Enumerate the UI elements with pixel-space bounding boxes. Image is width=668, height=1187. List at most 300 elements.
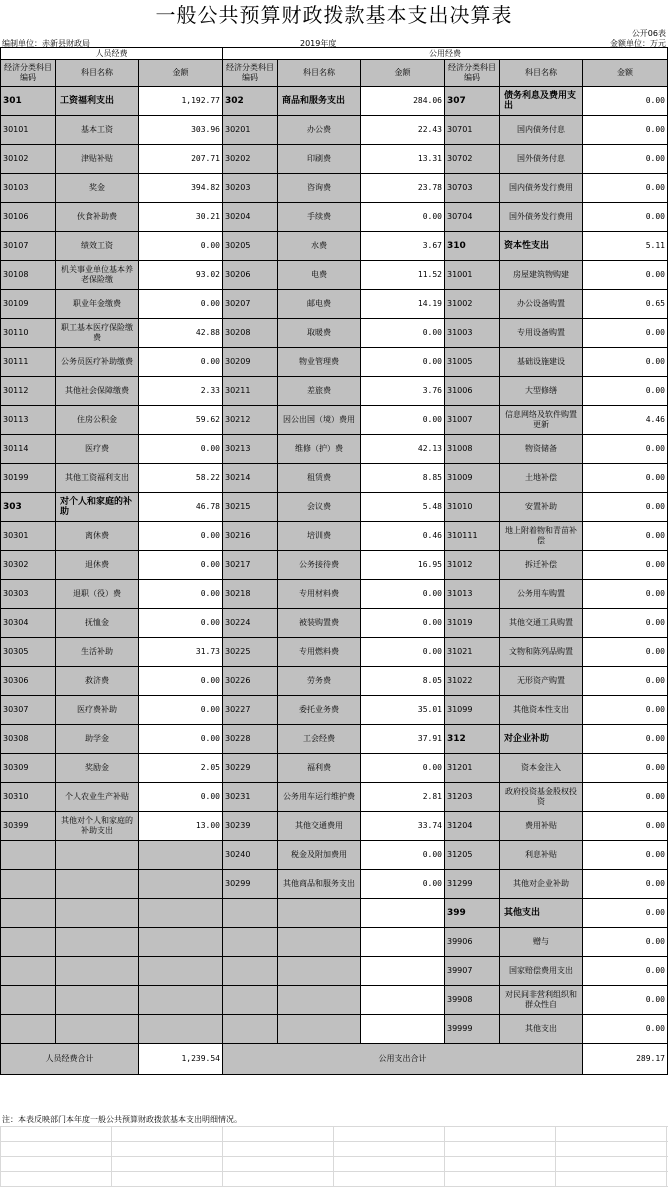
cell-amount: 16.95 (361, 551, 445, 580)
cell-code (1, 870, 56, 899)
cell-name: 国家赔偿费用支出 (500, 957, 583, 986)
cell-code: 39999 (445, 1015, 500, 1044)
section-personnel: 人员经费 (1, 48, 223, 60)
cell-code: 31019 (445, 609, 500, 638)
cell-name: 印刷费 (278, 145, 361, 174)
cell-name: 信息网络及软件购置更新 (500, 406, 583, 435)
cell-name (56, 899, 139, 928)
table-row (1, 754, 668, 783)
cell-name: 物资储备 (500, 435, 583, 464)
cell-amount: 0.00 (583, 696, 668, 725)
table-row (1, 377, 668, 406)
cell-name: 劳务费 (278, 667, 361, 696)
cell-amount: 93.02 (139, 261, 223, 290)
cell-name: 基础设施建设 (500, 348, 583, 377)
cell-amount: 0.00 (139, 696, 223, 725)
cell-code: 31001 (445, 261, 500, 290)
cell-name: 国外债务发行费用 (500, 203, 583, 232)
cell-code: 31201 (445, 754, 500, 783)
cell-name: 奖金 (56, 174, 139, 203)
table-row (1, 522, 668, 551)
cell-code: 30301 (1, 522, 56, 551)
cell-amount: 0.00 (583, 116, 668, 145)
cell-code: 31010 (445, 493, 500, 522)
cell-name: 办公设备购置 (500, 290, 583, 319)
cell-code (1, 957, 56, 986)
cell-code: 31009 (445, 464, 500, 493)
cell-name: 工资福利支出 (56, 87, 139, 116)
cell-amount: 0.00 (583, 870, 668, 899)
cell-name: 安置补助 (500, 493, 583, 522)
cell-code: 399 (445, 899, 500, 928)
cell-name: 大型修缮 (500, 377, 583, 406)
cell-name: 房屋建筑物购建 (500, 261, 583, 290)
cell-amount: 58.22 (139, 464, 223, 493)
cell-name: 对企业补助 (500, 725, 583, 754)
cell-code: 30240 (223, 841, 278, 870)
cell-amount: 13.31 (361, 145, 445, 174)
cell-name: 医疗费补助 (56, 696, 139, 725)
cell-name: 抚恤金 (56, 609, 139, 638)
cell-amount: 0.00 (583, 841, 668, 870)
cell-code: 30114 (1, 435, 56, 464)
cell-name (278, 928, 361, 957)
table-row (1, 261, 668, 290)
cell-name: 电费 (278, 261, 361, 290)
cell-amount: 2.05 (139, 754, 223, 783)
cell-code: 30113 (1, 406, 56, 435)
cell-amount: 4.46 (583, 406, 668, 435)
cell-code: 30102 (1, 145, 56, 174)
page-title: 一般公共预算财政拨款基本支出决算表 (155, 3, 513, 27)
cell-amount: 14.19 (361, 290, 445, 319)
cell-name: 基本工资 (56, 116, 139, 145)
cell-code: 31012 (445, 551, 500, 580)
cell-code (223, 1015, 278, 1044)
table-row (1, 812, 668, 841)
cell-name: 资本金注入 (500, 754, 583, 783)
cell-code: 30202 (223, 145, 278, 174)
cell-name: 拆迁补偿 (500, 551, 583, 580)
cell-amount (361, 957, 445, 986)
cell-amount: 0.00 (583, 493, 668, 522)
table-row (1, 667, 668, 696)
table-row (1, 696, 668, 725)
cell-amount: 23.78 (361, 174, 445, 203)
cell-name: 邮电费 (278, 290, 361, 319)
cell-amount: 37.91 (361, 725, 445, 754)
table-row (1, 145, 668, 174)
cell-amount: 5.11 (583, 232, 668, 261)
cell-amount (139, 870, 223, 899)
cell-code (1, 986, 56, 1015)
cell-amount (139, 986, 223, 1015)
cell-code: 30307 (1, 696, 56, 725)
cell-name: 个人农业生产补贴 (56, 783, 139, 812)
header-name: 科目名称 (500, 60, 583, 87)
table-row (1, 348, 668, 377)
cell-name: 公务用车运行维护费 (278, 783, 361, 812)
table-row (1, 638, 668, 667)
cell-amount: 0.00 (361, 406, 445, 435)
cell-amount (361, 928, 445, 957)
cell-name: 地上附着物和青苗补偿 (500, 522, 583, 551)
cell-name: 政府投资基金股权投资 (500, 783, 583, 812)
cell-name: 其他对个人和家庭的补助支出 (56, 812, 139, 841)
cell-name: 住房公积金 (56, 406, 139, 435)
cell-amount: 303.96 (139, 116, 223, 145)
cell-amount: 42.88 (139, 319, 223, 348)
cell-amount (139, 841, 223, 870)
cell-name: 助学金 (56, 725, 139, 754)
cell-amount: 0.00 (583, 174, 668, 203)
cell-code (1, 841, 56, 870)
cell-code: 30214 (223, 464, 278, 493)
cell-name: 会议费 (278, 493, 361, 522)
cell-amount: 0.00 (139, 725, 223, 754)
cell-code: 30305 (1, 638, 56, 667)
cell-name: 医疗费 (56, 435, 139, 464)
column-header-row (1, 60, 668, 87)
header-code: 经济分类科目编码 (223, 60, 278, 87)
cell-code: 30205 (223, 232, 278, 261)
cell-name: 生活补助 (56, 638, 139, 667)
cell-name: 其他商品和服务支出 (278, 870, 361, 899)
cell-code: 30101 (1, 116, 56, 145)
cell-code: 30302 (1, 551, 56, 580)
cell-code: 30208 (223, 319, 278, 348)
table-row (1, 1015, 668, 1044)
cell-amount: 0.00 (361, 580, 445, 609)
cell-code (223, 899, 278, 928)
cell-name (56, 986, 139, 1015)
table-row (1, 232, 668, 261)
cell-name: 福利费 (278, 754, 361, 783)
cell-amount: 0.00 (139, 609, 223, 638)
cell-code: 30217 (223, 551, 278, 580)
cell-amount: 3.76 (361, 377, 445, 406)
cell-name: 其他交通工具购置 (500, 609, 583, 638)
cell-code (1, 899, 56, 928)
unit-label: 编制单位： (2, 39, 42, 48)
cell-code: 30215 (223, 493, 278, 522)
cell-name: 培训费 (278, 522, 361, 551)
cell-code: 30225 (223, 638, 278, 667)
cell-code: 31007 (445, 406, 500, 435)
table-row (1, 928, 668, 957)
cell-name: 奖励金 (56, 754, 139, 783)
cell-code: 30701 (445, 116, 500, 145)
cell-amount: 0.00 (139, 551, 223, 580)
cell-name: 手续费 (278, 203, 361, 232)
cell-amount (139, 928, 223, 957)
unit-name: 赤新县财政局 (42, 39, 90, 48)
cell-name: 其他社会保障缴费 (56, 377, 139, 406)
cell-code (1, 1015, 56, 1044)
cell-amount: 0.00 (139, 290, 223, 319)
cell-amount: 0.00 (583, 377, 668, 406)
header-amount: 金额 (583, 60, 668, 87)
cell-name: 专用材料费 (278, 580, 361, 609)
cell-amount: 8.85 (361, 464, 445, 493)
cell-code: 30211 (223, 377, 278, 406)
cell-amount (139, 1015, 223, 1044)
cell-name: 对民间非营利组织和群众性自 (500, 986, 583, 1015)
cell-code (223, 928, 278, 957)
cell-name: 差旅费 (278, 377, 361, 406)
cell-name: 资本性支出 (500, 232, 583, 261)
cell-amount: 0.00 (139, 783, 223, 812)
cell-code (223, 957, 278, 986)
cell-name: 利息补贴 (500, 841, 583, 870)
cell-code: 30110 (1, 319, 56, 348)
cell-name: 职工基本医疗保险缴费 (56, 319, 139, 348)
header-amount: 金额 (361, 60, 445, 87)
section-public: 公用经费 (223, 48, 668, 60)
cell-code: 30399 (1, 812, 56, 841)
cell-code: 30704 (445, 203, 500, 232)
cell-name: 对个人和家庭的补助 (56, 493, 139, 522)
cell-amount: 33.74 (361, 812, 445, 841)
cell-amount: 59.62 (139, 406, 223, 435)
cell-code: 30206 (223, 261, 278, 290)
cell-amount: 3.67 (361, 232, 445, 261)
empty-sheet-grid (0, 1126, 668, 1187)
cell-amount: 1,192.77 (139, 87, 223, 116)
cell-name (278, 957, 361, 986)
cell-amount: 0.00 (361, 638, 445, 667)
cell-amount: 0.00 (361, 754, 445, 783)
cell-code: 31003 (445, 319, 500, 348)
cell-amount: 0.00 (583, 435, 668, 464)
cell-amount: 0.00 (139, 232, 223, 261)
header-code: 经济分类科目编码 (1, 60, 56, 87)
cell-name: 退休费 (56, 551, 139, 580)
cell-code: 30304 (1, 609, 56, 638)
cell-amount: 0.00 (361, 348, 445, 377)
cell-code: 30239 (223, 812, 278, 841)
cell-code: 31005 (445, 348, 500, 377)
cell-amount: 0.65 (583, 290, 668, 319)
header-name: 科目名称 (278, 60, 361, 87)
cell-name: 咨询费 (278, 174, 361, 203)
cell-amount: 0.00 (583, 261, 668, 290)
cell-name (56, 928, 139, 957)
cell-amount: 0.00 (583, 609, 668, 638)
cell-amount (361, 1015, 445, 1044)
cell-code: 312 (445, 725, 500, 754)
personnel-total-label: 人员经费合计 (1, 1044, 139, 1075)
cell-code: 30229 (223, 754, 278, 783)
cell-code: 30103 (1, 174, 56, 203)
table-row (1, 116, 668, 145)
cell-amount (361, 899, 445, 928)
cell-amount: 13.00 (139, 812, 223, 841)
table-row (1, 435, 668, 464)
cell-name: 国内债务付息 (500, 116, 583, 145)
cell-amount: 0.00 (583, 725, 668, 754)
cell-name: 税金及附加费用 (278, 841, 361, 870)
cell-code: 30703 (445, 174, 500, 203)
cell-code: 30218 (223, 580, 278, 609)
cell-name (56, 957, 139, 986)
cell-amount: 0.00 (361, 870, 445, 899)
cell-code: 310 (445, 232, 500, 261)
table-row (1, 551, 668, 580)
cell-code: 30227 (223, 696, 278, 725)
cell-name: 公务用车购置 (500, 580, 583, 609)
cell-code: 31006 (445, 377, 500, 406)
cell-name (56, 1015, 139, 1044)
cell-amount: 0.00 (583, 145, 668, 174)
public-total-label: 公用支出合计 (223, 1044, 583, 1075)
cell-code: 30299 (223, 870, 278, 899)
cell-amount: 0.46 (361, 522, 445, 551)
cell-amount: 2.81 (361, 783, 445, 812)
cell-code: 30204 (223, 203, 278, 232)
cell-amount: 0.00 (139, 580, 223, 609)
cell-code: 30107 (1, 232, 56, 261)
cell-code: 30108 (1, 261, 56, 290)
cell-amount: 0.00 (583, 580, 668, 609)
report-year: 2019年度 (300, 39, 337, 48)
cell-name: 其他工资福利支出 (56, 464, 139, 493)
cell-code: 30203 (223, 174, 278, 203)
cell-amount: 31.73 (139, 638, 223, 667)
cell-name: 取暖费 (278, 319, 361, 348)
cell-name: 文物和陈列品购置 (500, 638, 583, 667)
cell-code: 30303 (1, 580, 56, 609)
expenditure-table (0, 47, 668, 1075)
cell-amount: 0.00 (361, 609, 445, 638)
cell-code: 30310 (1, 783, 56, 812)
table-number: 公开06表 (631, 29, 666, 38)
cell-code: 31099 (445, 696, 500, 725)
cell-code: 39908 (445, 986, 500, 1015)
cell-name (278, 899, 361, 928)
cell-code (223, 986, 278, 1015)
cell-amount: 0.00 (583, 551, 668, 580)
table-row (1, 174, 668, 203)
cell-name: 机关事业单位基本养老保险缴 (56, 261, 139, 290)
cell-code: 30224 (223, 609, 278, 638)
cell-amount: 0.00 (583, 522, 668, 551)
table-row (1, 290, 668, 319)
cell-name: 伙食补助费 (56, 203, 139, 232)
cell-amount: 0.00 (583, 1015, 668, 1044)
cell-code: 301 (1, 87, 56, 116)
cell-name: 费用补贴 (500, 812, 583, 841)
cell-code: 31002 (445, 290, 500, 319)
table-row (1, 406, 668, 435)
cell-code: 30201 (223, 116, 278, 145)
footnote: 注：本表反映部门本年度一般公共预算财政拨款基本支出明细情况。 (2, 1115, 242, 1124)
cell-code: 31203 (445, 783, 500, 812)
header-code: 经济分类科目编码 (445, 60, 500, 87)
cell-amount: 207.71 (139, 145, 223, 174)
cell-code: 31013 (445, 580, 500, 609)
cell-name: 土地补偿 (500, 464, 583, 493)
cell-name: 其他支出 (500, 899, 583, 928)
cell-name: 其他支出 (500, 1015, 583, 1044)
cell-code: 30106 (1, 203, 56, 232)
cell-code: 39907 (445, 957, 500, 986)
cell-amount: 2.33 (139, 377, 223, 406)
table-row (1, 87, 668, 116)
table-row (1, 899, 668, 928)
totals-row (1, 1044, 668, 1075)
cell-amount: 0.00 (583, 754, 668, 783)
cell-amount: 0.00 (583, 203, 668, 232)
section-header-row (1, 48, 668, 60)
cell-name: 国外债务付息 (500, 145, 583, 174)
cell-amount: 0.00 (583, 667, 668, 696)
header-name: 科目名称 (56, 60, 139, 87)
cell-amount: 0.00 (139, 522, 223, 551)
cell-amount: 0.00 (583, 464, 668, 493)
table-row (1, 870, 668, 899)
cell-name: 离休费 (56, 522, 139, 551)
cell-name: 被装购置费 (278, 609, 361, 638)
cell-name: 专用设备购置 (500, 319, 583, 348)
cell-amount (361, 986, 445, 1015)
cell-code: 31021 (445, 638, 500, 667)
cell-code: 30309 (1, 754, 56, 783)
cell-code: 31204 (445, 812, 500, 841)
cell-amount: 22.43 (361, 116, 445, 145)
cell-code (1, 928, 56, 957)
cell-code: 31022 (445, 667, 500, 696)
cell-name (56, 870, 139, 899)
cell-amount: 0.00 (583, 638, 668, 667)
cell-code: 30702 (445, 145, 500, 174)
cell-name: 津贴补贴 (56, 145, 139, 174)
cell-code: 30231 (223, 783, 278, 812)
cell-amount: 11.52 (361, 261, 445, 290)
cell-name: 租赁费 (278, 464, 361, 493)
public-total-value: 289.17 (583, 1044, 668, 1075)
cell-amount: 0.00 (583, 87, 668, 116)
cell-name: 工会经费 (278, 725, 361, 754)
cell-name: 委托业务费 (278, 696, 361, 725)
cell-name: 绩效工资 (56, 232, 139, 261)
cell-code: 30228 (223, 725, 278, 754)
table-row (1, 841, 668, 870)
cell-amount: 0.00 (139, 435, 223, 464)
cell-name (56, 841, 139, 870)
cell-name: 其他资本性支出 (500, 696, 583, 725)
cell-name: 债务利息及费用支出 (500, 87, 583, 116)
table-row (1, 319, 668, 348)
table-row (1, 609, 668, 638)
cell-name: 其他交通费用 (278, 812, 361, 841)
cell-name: 维修（护）费 (278, 435, 361, 464)
cell-amount: 30.21 (139, 203, 223, 232)
cell-code: 30109 (1, 290, 56, 319)
cell-code: 30199 (1, 464, 56, 493)
cell-amount: 5.48 (361, 493, 445, 522)
cell-code: 30226 (223, 667, 278, 696)
money-unit: 金额单位：万元 (610, 39, 666, 48)
cell-amount: 42.13 (361, 435, 445, 464)
cell-name: 公务员医疗补助缴费 (56, 348, 139, 377)
table-row (1, 986, 668, 1015)
cell-amount: 0.00 (583, 812, 668, 841)
cell-name (278, 986, 361, 1015)
cell-name: 救济费 (56, 667, 139, 696)
cell-code: 30209 (223, 348, 278, 377)
cell-code: 302 (223, 87, 278, 116)
